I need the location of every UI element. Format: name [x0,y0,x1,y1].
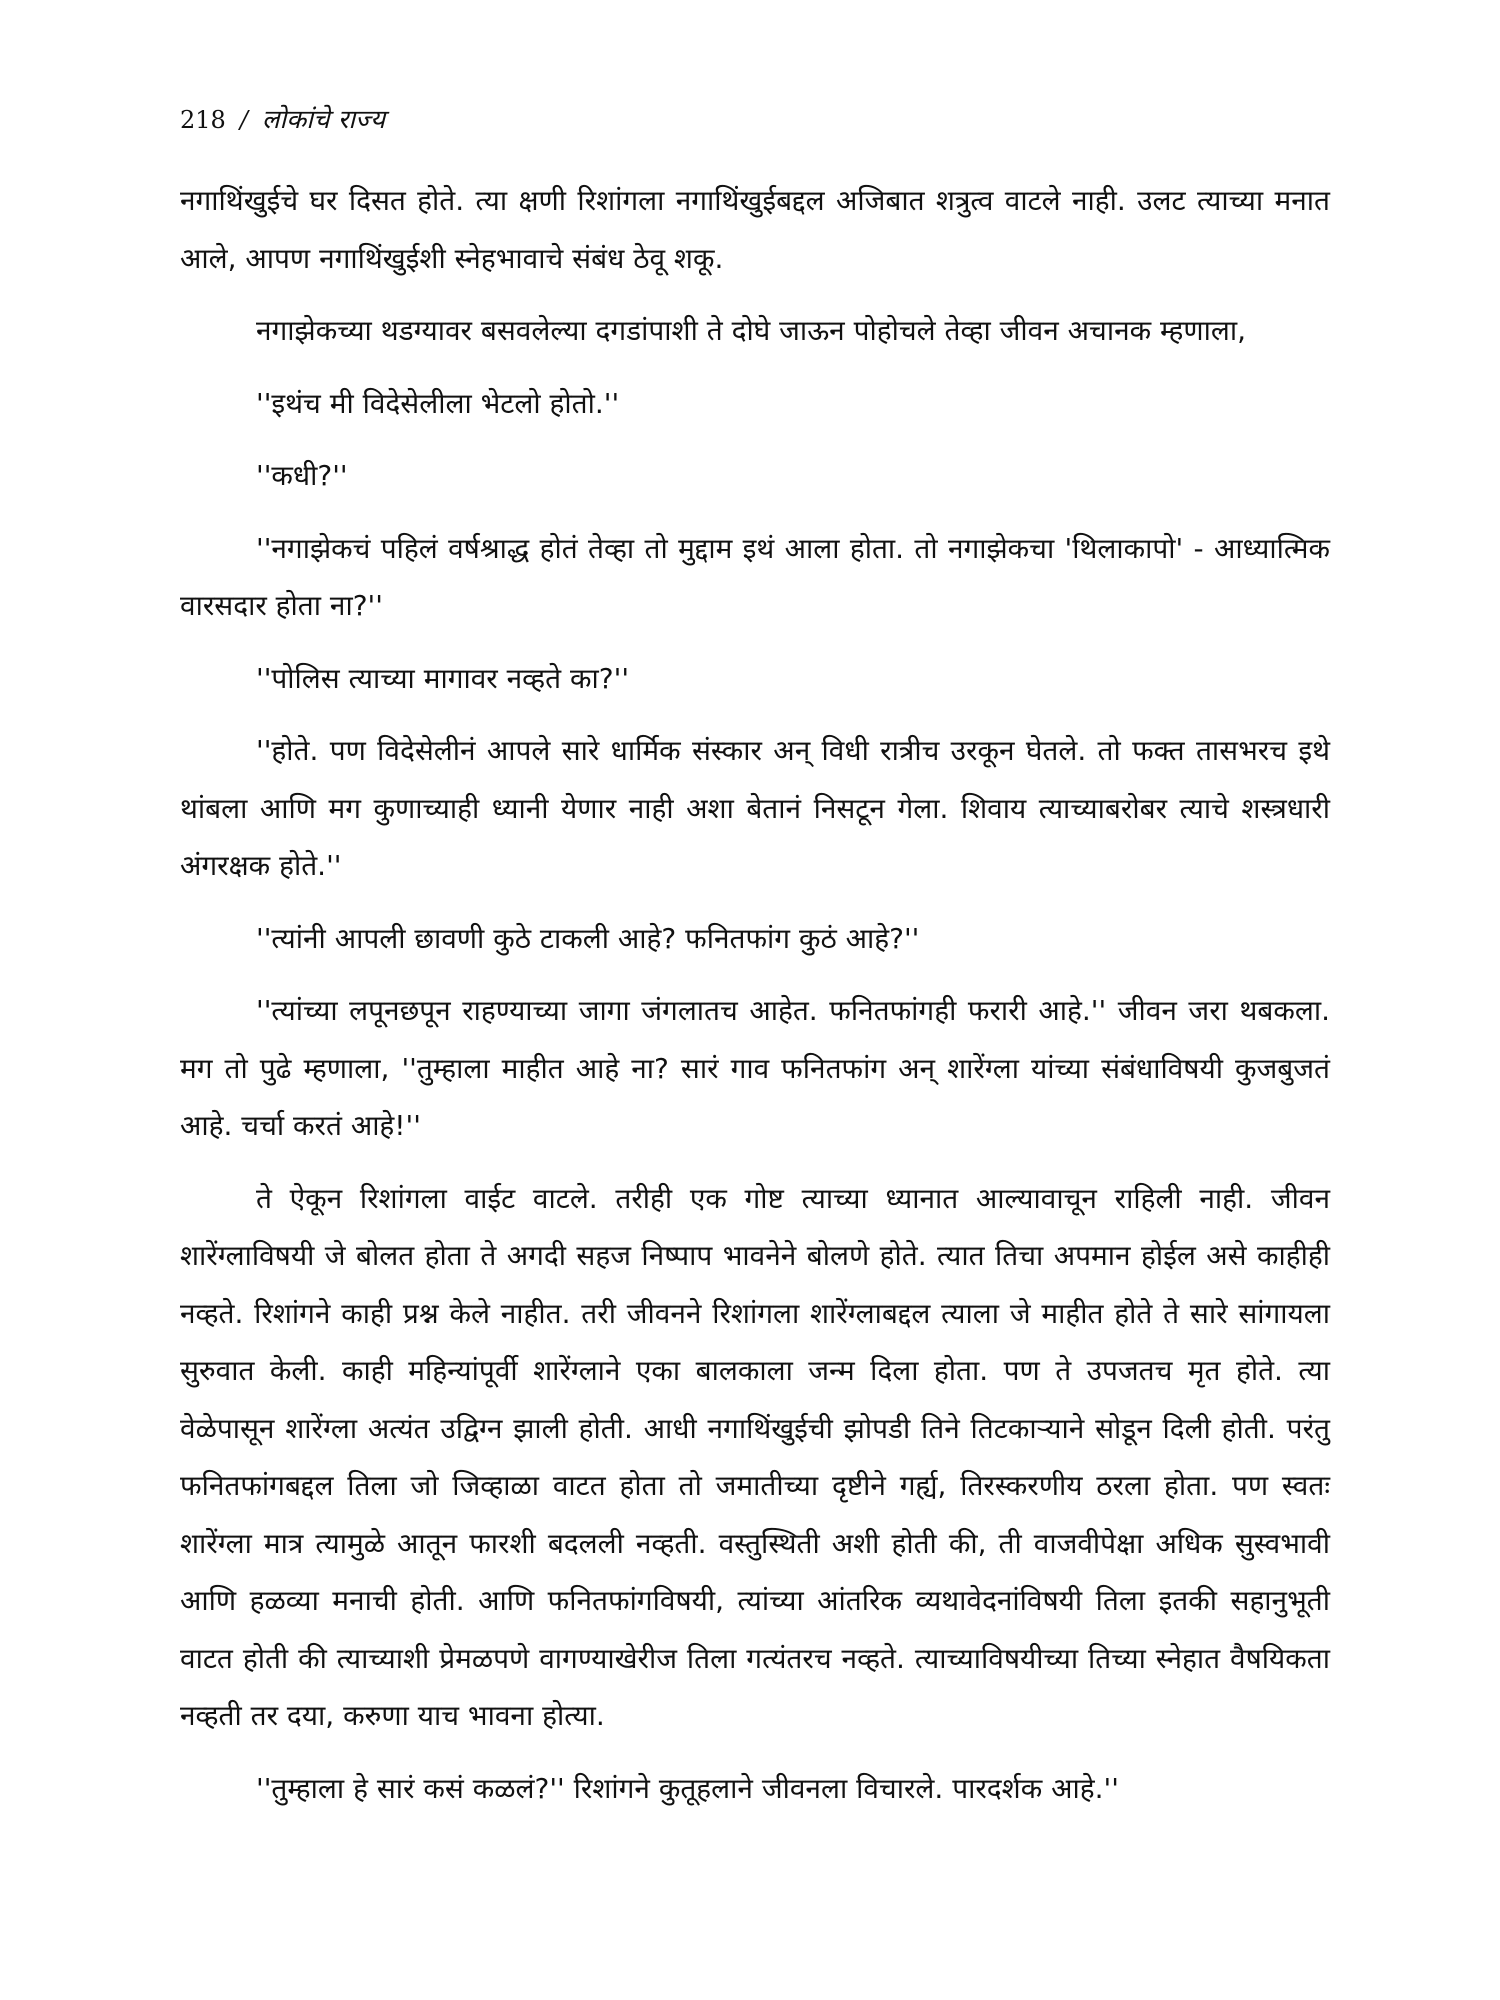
dialogue-paragraph: ''होते. पण विदेसेलीनं आपले सारे धार्मिक संस्कार अन् विधी रात्रीच उरकून घेतले. तो फक्त तासभरच इथे थांबला आणि मग कुणाच्याही ध्यानी येणार नाही अशा बेतानं निसटून गेला. शिवाय त्याच्याबरोबर त्याचे शस्त्रधारी अंगरक्षक होते.'' [180,734,1330,882]
page-body [180,172,1330,1817]
header-separator: / [239,106,248,134]
dialogue-paragraph: ''इथंच मी विदेसेलीला भेटलो होतो.'' [256,386,620,420]
dialogue-paragraph: ''त्यांच्या लपूनछपून राहण्याच्या जागा जंगलातच आहेत. फनितफांगही फरारी आहे.'' जीवन जरा थबकला. मग तो पुढे म्हणाला, ''तुम्हाला माहीत आहे ना? सारं गाव फनितफांग अन् शारेंग्ला यांच्या संबंधाविषयी कुजबुजतं आहे. चर्चा करतं आहे!'' [180,994,1330,1142]
dialogue-paragraph: ''पोलिस त्याच्या मागावर नव्हते का?'' [256,661,630,695]
dialogue-paragraph: ''कधी?'' [256,459,348,492]
paragraph: नगाथिंखुईचे घर दिसत होते. त्या क्षणी रिशांगला नगाथिंखुईबद्दल अजिबात शत्रुत्व वाटले नाही. उलट त्याच्या मनात आले, आपण नगाथिंखुईशी स्नेहभावाचे संबंध ठेवू शकू. [180,184,1330,275]
book-title: लोकांचे राज्य [261,105,386,135]
paragraph: ते ऐकून रिशांगला वाईट वाटले. तरीही एक गोष्ट त्याच्या ध्यानात आल्यावाचून राहिली नाही. जीवन शारेंग्लाविषयी जे बोलत होता ते अगदी सहज निष्पाप भावनेने बोलणे होते. त्यात तिचा अपमान होईल असे काहीही नव्हते. रिशांगने काही प्रश्न केले नाहीत. तरी जीवनने रिशांगला शारेंग्लाबद्दल त्याला जे माहीत होते ते सारे सांगायला सुरुवात केली. काही महिन्यांपूर्वी शारेंग्लाने एका बालकाला जन्म दिला होता. पण ते उपजतच मृत होते. त्या वेळेपासून शारेंग्ला अत्यंत उद्विग्न झाली होती. आधी नगाथिंखुईची झोपडी तिने तिटकाऱ्याने सोडून दिली होती. परंतु फनितफांगबद्दल तिला जो जिव्हाळा वाटत होता तो जमातीच्या दृष्टीने गर्ह्य, तिरस्करणीय ठरला होता. पण स्वतः शारेंग्ला मात्र त्यामुळे आतून फारशी बदलली नव्हती. वस्तुस्थिती अशी होती की, ती वाजवीपेक्षा अधिक सुस्वभावी आणि हळव्या मनाची होती. आणि फनितफांगविषयी, त्यांच्या आंतरिक व्यथावेदनांविषयी तिला इतकी सहानुभूती वाटत होती की त्याच्याशी प्रेमळपणे वागण्याखेरीज तिला गत्यंतरच नव्हते. त्याच्याविषयीच्या तिच्या स्नेहात वैषयिकता नव्हती तर दया, करुणा याच भावना होत्या. [180,1181,1330,1732]
dialogue-paragraph: ''नगाझेकचं पहिलं वर्षश्राद्ध होतं तेव्हा तो मुद्दाम इथं आला होता. तो नगाझेकचा 'थिलाकापो' - आध्यात्मिक वारसदार होता ना?'' [180,531,1330,622]
dialogue-paragraph: ''तुम्हाला हे सारं कसं कळलं?'' रिशांगने कुतूहलाने जीवनला विचारले. पारदर्शक आहे.'' [256,1771,1119,1805]
dialogue-paragraph: ''त्यांनी आपली छावणी कुठे टाकली आहे? फनितफांग कुठं आहे?'' [256,921,920,955]
running-header [180,100,385,136]
page-number: 218 [180,106,226,134]
paragraph: नगाझेकच्या थडग्यावर बसवलेल्या दगडांपाशी ते दोघे जाऊन पोहोचले तेव्हा जीवन अचानक म्हणाला, [256,314,1246,347]
